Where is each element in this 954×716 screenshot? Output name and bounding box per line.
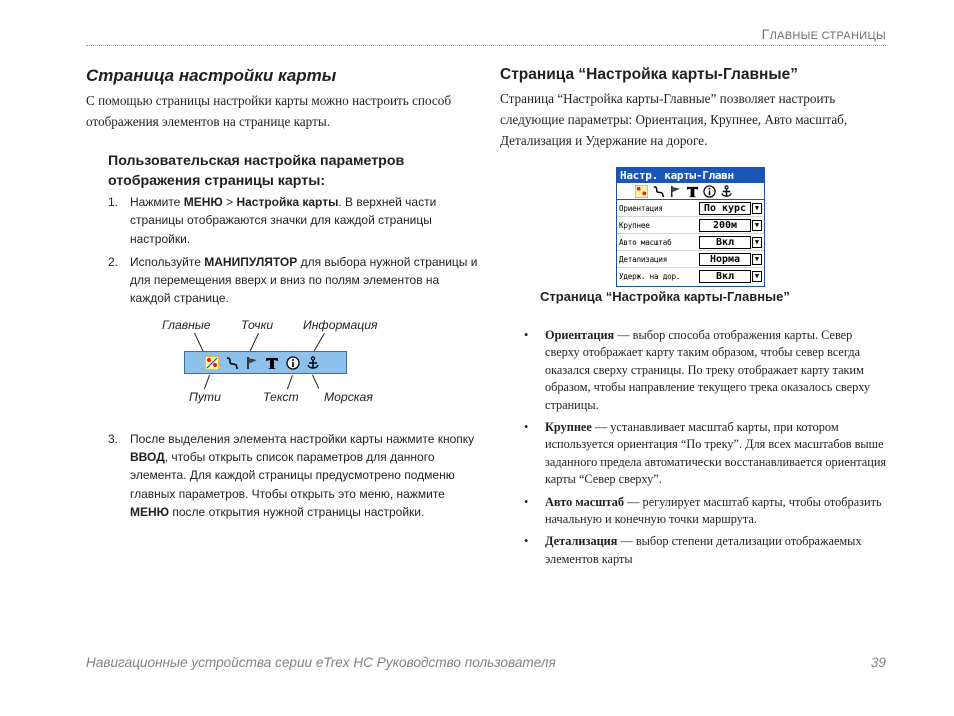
device-setting-row[interactable] [617,200,764,217]
steps-list-continued [86,430,478,521]
steps-list [86,193,478,308]
setting-label: Удерж. на дор. [619,272,681,281]
step-keyword: МЕНЮ [183,195,223,209]
main-settings-icon [635,185,648,198]
list-item [500,533,888,568]
list-item [500,419,888,489]
leader-line [204,375,210,389]
section-intro-right: Страница “Настройка карты-Главные” позволяет настроить следующие параметры: Ориентация, Крупнее, Авто масштаб, Детализация и Удержание на дороге. [500,91,848,148]
dropdown-arrow-icon[interactable]: ▼ [752,254,762,265]
leader-line [194,332,204,352]
setting-value[interactable]: 200м [699,219,751,232]
running-header [762,26,886,42]
figure-caption: Страница “Настройка карты-Главные” [540,289,790,304]
option-description: — выбор способа отображения карты. Север сверху отображает карту таким образом, чтобы север всегда оказался сверху страницы. По треку отображает карту таким образом, чтобы направление текущего трека оказалось сверху страницы. [545,328,871,412]
label-info: Информация [303,317,378,332]
device-icon-row [617,183,764,200]
step-text: . В верхней части страницы отображаются значки для каждой страницы настройки. [130,195,437,246]
device-setting-row[interactable] [617,217,764,234]
option-description: — выбор степени детализации отображаемых элементов карты [545,534,862,566]
device-setting-row[interactable] [617,251,764,268]
step-text: Нажмите [130,195,184,209]
text-icon [265,356,279,370]
page-number: 39 [870,655,886,670]
step-text: , чтобы открыть список параметров для данного элемента. Для каждой страницы предусмотрено подменю главных параметров. Чтобы открыть это меню, нажмите [130,450,455,501]
option-term: Авто масштаб [545,494,625,509]
option-description: — регулирует масштаб карты, чтобы отобразить начальную и конечную точки маршрута. [545,494,882,527]
setting-label: Авто масштаб [619,238,672,247]
info-icon [703,185,716,198]
procedure-title: Пользовательская настройка параметров отображения страницы карты: [108,153,405,189]
label-main: Главные [162,317,211,332]
section-title-main-page: Страница “Настройка карты-Главные” [500,66,798,83]
step-item [86,430,478,521]
leader-line [287,375,293,389]
step-text: Используйте [130,254,205,269]
map-setup-icon-bar [184,351,347,374]
marine-anchor-icon [720,185,733,198]
setting-label: Детализация [619,255,668,264]
dropdown-arrow-icon[interactable]: ▼ [752,203,762,214]
step-text: После выделения элемента настройки карты нажмите кнопку [130,431,475,446]
icon-bar-figure [86,318,478,428]
step-text: > [222,195,237,209]
waypoints-flag-icon [245,356,259,370]
leader-line [312,374,319,388]
bullet-icon: • [524,420,529,435]
list-item [500,494,888,529]
dropdown-arrow-icon[interactable]: ▼ [752,271,762,282]
tracks-icon [652,185,665,198]
setting-value[interactable]: По курс [699,202,751,215]
section-title-map-setup: Страница настройки карты [86,66,337,85]
tracks-icon [225,356,239,370]
option-term: Детализация [545,534,618,549]
step-keyword: МАНИПУЛЯТОР [204,254,298,269]
section-intro: С помощью страницы настройки карты можно настроить способ отображения элементов на странице карты. [86,93,452,129]
text-icon [686,185,699,198]
option-term: Крупнее [545,420,592,435]
left-column [86,66,478,526]
setting-label: Ориентация [619,204,663,213]
footer-text: Навигационные устройства серии eTrex HC Руководство пользователя [86,655,556,670]
step-text: для выбора нужной страницы и для перемещения вверх и вниз по полям элементов на каждой странице. [130,254,478,306]
label-marine: Морская [324,389,373,404]
option-term: Ориентация [545,328,615,342]
dropdown-arrow-icon[interactable]: ▼ [752,220,762,231]
main-settings-icon [205,356,219,370]
label-points: Точки [241,317,274,332]
setting-value[interactable]: Вкл [699,236,751,249]
device-screenshot [616,167,765,287]
setting-value[interactable]: Вкл [699,270,751,283]
device-setting-row[interactable] [617,234,764,251]
step-keyword: МЕНЮ [130,504,170,519]
right-column [500,66,888,573]
step-text: после открытия нужной страницы настройки. [169,504,425,519]
option-description: — устанавливает масштаб карты, при котором используется ориентация “По треку”. Для всех масштабов выше заданного предела автоматически восстанавливается ориентация карты “Север сверху”. [545,420,887,487]
dropdown-arrow-icon[interactable]: ▼ [752,237,762,248]
leader-line [313,333,325,353]
label-tracks: Пути [189,389,221,404]
running-header-initial: Г [761,26,770,42]
bullet-icon: • [524,494,529,509]
list-item [500,327,888,414]
setting-label: Крупнее [619,221,650,230]
marine-anchor-icon [306,356,320,370]
waypoints-flag-icon [669,185,682,198]
step-number: 1. [108,195,119,209]
bullet-icon: • [524,534,529,549]
step-item [86,193,478,248]
step-number: 2. [108,254,119,269]
header-divider [86,45,886,46]
step-item [86,253,478,308]
bullet-icon: • [524,328,529,342]
info-icon [286,356,300,370]
running-header-rest: ЛАВНЫЕ СТРАНИЦЫ [769,30,886,42]
step-number: 3. [108,431,119,446]
options-bullet-list [500,327,888,568]
step-keyword: Настройка карты [236,195,339,209]
step-keyword: ВВОД [130,450,165,465]
setting-value[interactable]: Норма [699,253,751,266]
device-title-bar: Настр. карты-Главн [617,168,764,183]
device-setting-row[interactable] [617,268,764,285]
label-text: Текст [263,389,299,404]
